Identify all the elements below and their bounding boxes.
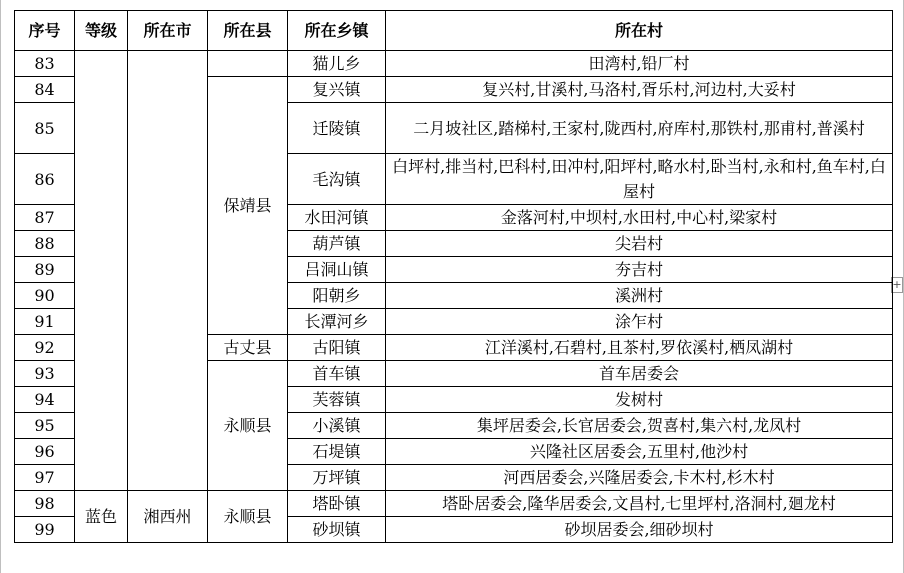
header-level: 等级 [75,11,128,51]
cell-no: 91 [15,309,75,335]
cell-no: 85 [15,103,75,154]
village-table [14,10,893,543]
table-row [15,491,893,517]
cell-county: 保靖县 [208,77,288,335]
cell-no: 84 [15,77,75,103]
header-county: 所在县 [208,11,288,51]
cell-county: 永顺县 [208,361,288,491]
cell-town: 首车镇 [288,361,386,387]
cell-city: 湘西州 [128,491,208,543]
cell-village: 溪洲村 [386,283,893,309]
cell-level: 蓝色 [75,491,128,543]
cell-village: 复兴村,甘溪村,马洛村,胥乐村,河边村,大妥村 [386,77,893,103]
header-village: 所在村 [386,11,893,51]
cell-town: 水田河镇 [288,205,386,231]
cell-no: 96 [15,439,75,465]
cell-no: 97 [15,465,75,491]
cell-village: 塔卧居委会,隆华居委会,文昌村,七里坪村,洛洞村,廻龙村 [386,491,893,517]
cell-no: 92 [15,335,75,361]
cell-county: 古丈县 [208,335,288,361]
cell-village: 江洋溪村,石碧村,且茶村,罗依溪村,栖凤湖村 [386,335,893,361]
cell-village: 发树村 [386,387,893,413]
page-edge-left [0,0,1,573]
cell-town: 猫儿乡 [288,51,386,77]
cell-village: 首车居委会 [386,361,893,387]
cell-no: 89 [15,257,75,283]
cell-no: 95 [15,413,75,439]
cell-village: 二月坡社区,踏梯村,王家村,陇西村,府库村,那铁村,那甫村,普溪村 [386,103,893,154]
cell-village: 涂乍村 [386,309,893,335]
cell-town: 小溪镇 [288,413,386,439]
cell-town: 芙蓉镇 [288,387,386,413]
cell-county-empty [208,51,288,77]
cell-village: 白坪村,排当村,巴科村,田冲村,阳坪村,略水村,卧当村,永和村,鱼车村,白屋村 [386,154,893,205]
cell-town: 砂坝镇 [288,517,386,543]
cell-town: 阳朝乡 [288,283,386,309]
cell-village: 河西居委会,兴隆居委会,卡木村,杉木村 [386,465,893,491]
header-city: 所在市 [128,11,208,51]
table-row [15,51,893,77]
cell-town: 葫芦镇 [288,231,386,257]
cell-town: 复兴镇 [288,77,386,103]
cell-no: 98 [15,491,75,517]
cell-county: 永顺县 [208,491,288,543]
cell-village: 砂坝居委会,细砂坝村 [386,517,893,543]
cell-village: 夯吉村 [386,257,893,283]
cell-no: 87 [15,205,75,231]
table-header-row [15,11,893,51]
header-town: 所在乡镇 [288,11,386,51]
cell-no: 88 [15,231,75,257]
cell-village: 金落河村,中坝村,水田村,中心村,梁家村 [386,205,893,231]
cell-no: 94 [15,387,75,413]
cell-no: 93 [15,361,75,387]
cell-city-empty [128,51,208,491]
header-no: 序号 [15,11,75,51]
expand-handle-icon[interactable]: + [892,278,902,291]
cell-no: 90 [15,283,75,309]
cell-no: 83 [15,51,75,77]
cell-no: 99 [15,517,75,543]
cell-town: 迁陵镇 [288,103,386,154]
cell-town: 万坪镇 [288,465,386,491]
cell-level-empty [75,51,128,491]
cell-no: 86 [15,154,75,205]
cell-town: 吕洞山镇 [288,257,386,283]
cell-village: 尖岩村 [386,231,893,257]
cell-village: 集坪居委会,长官居委会,贺喜村,集六村,龙凤村 [386,413,893,439]
cell-village: 田湾村,铅厂村 [386,51,893,77]
cell-town: 石堤镇 [288,439,386,465]
cell-town: 毛沟镇 [288,154,386,205]
cell-village: 兴隆社区居委会,五里村,他沙村 [386,439,893,465]
cell-town: 古阳镇 [288,335,386,361]
cell-town: 长潭河乡 [288,309,386,335]
cell-town: 塔卧镇 [288,491,386,517]
